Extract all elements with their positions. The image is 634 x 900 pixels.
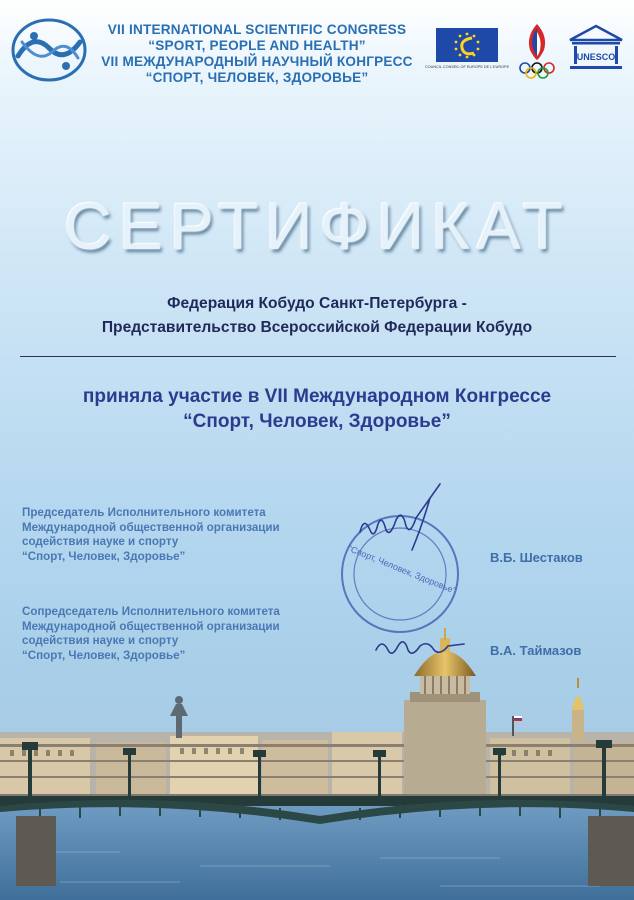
signatory-2-title <box>22 605 280 663</box>
coe-caption: COUNCIL CONSEIL OF EUROPE DE L'EUROPE <box>424 65 510 69</box>
recipient-line-2: Представительство Всероссийской Федерации Кобудо <box>101 319 533 336</box>
signatory-1-line-1: Председатель Исполнительного комитета <box>22 506 266 519</box>
signatory-1-line-2: Международной общественной организации <box>22 520 280 534</box>
signatory-1-name: В.Б. Шестаков <box>490 550 583 565</box>
unesco-logo <box>568 24 624 74</box>
signatory-2-line-1: Сопредседатель Исполнительного комитета <box>22 605 280 618</box>
recipient-line-1: Федерация Кобудо Санкт-Петербурга - <box>167 295 467 312</box>
signatory-1-line-4: “Спорт, Человек, Здоровье” <box>22 549 186 563</box>
header-line-4: “СПОРТ, ЧЕЛОВЕК, ЗДОРОВЬЕ” <box>145 70 369 85</box>
signatory-1-title <box>22 506 280 564</box>
signatory-1-line-3: содействия науке и спорту <box>22 535 179 548</box>
council-of-europe-logo <box>424 28 510 74</box>
header-line-1: VII INTERNATIONAL SCIENTIFIC CONGRESS <box>107 22 407 37</box>
olympic-committee-logo <box>516 22 558 80</box>
divider-line <box>20 356 616 357</box>
recipient-organization <box>0 292 634 340</box>
signatory-2-line-4: “Спорт, Человек, Здоровье” <box>22 648 186 662</box>
header-line-3: VII МЕЖДУНАРОДНЫЙ НАУЧНЫЙ КОНГРЕСС <box>101 54 413 69</box>
signatory-2-line-3: содействия науке и спорту <box>22 634 179 647</box>
stamp-center-text: “Спорт, Человек, Здоровье” <box>346 543 458 596</box>
signature-taymazov <box>372 632 468 662</box>
congress-header <box>96 22 418 86</box>
participation-statement <box>0 384 634 434</box>
participation-line-1: приняла участие в VII Международном Конгрессе <box>82 386 552 407</box>
signatory-2-line-2: Международной общественной организации <box>22 619 280 633</box>
unesco-wordmark: UNESCO <box>576 52 616 62</box>
header-line-2: “SPORT, PEOPLE AND HEALTH” <box>148 38 366 53</box>
participation-line-2: “Спорт, Человек, Здоровье” <box>183 411 451 432</box>
signatory-2-name: В.А. Таймазов <box>490 643 582 658</box>
certificate-title: СЕРТИФИКАТ <box>64 189 570 263</box>
signature-shestakov <box>350 480 460 560</box>
congress-logo <box>8 12 90 88</box>
